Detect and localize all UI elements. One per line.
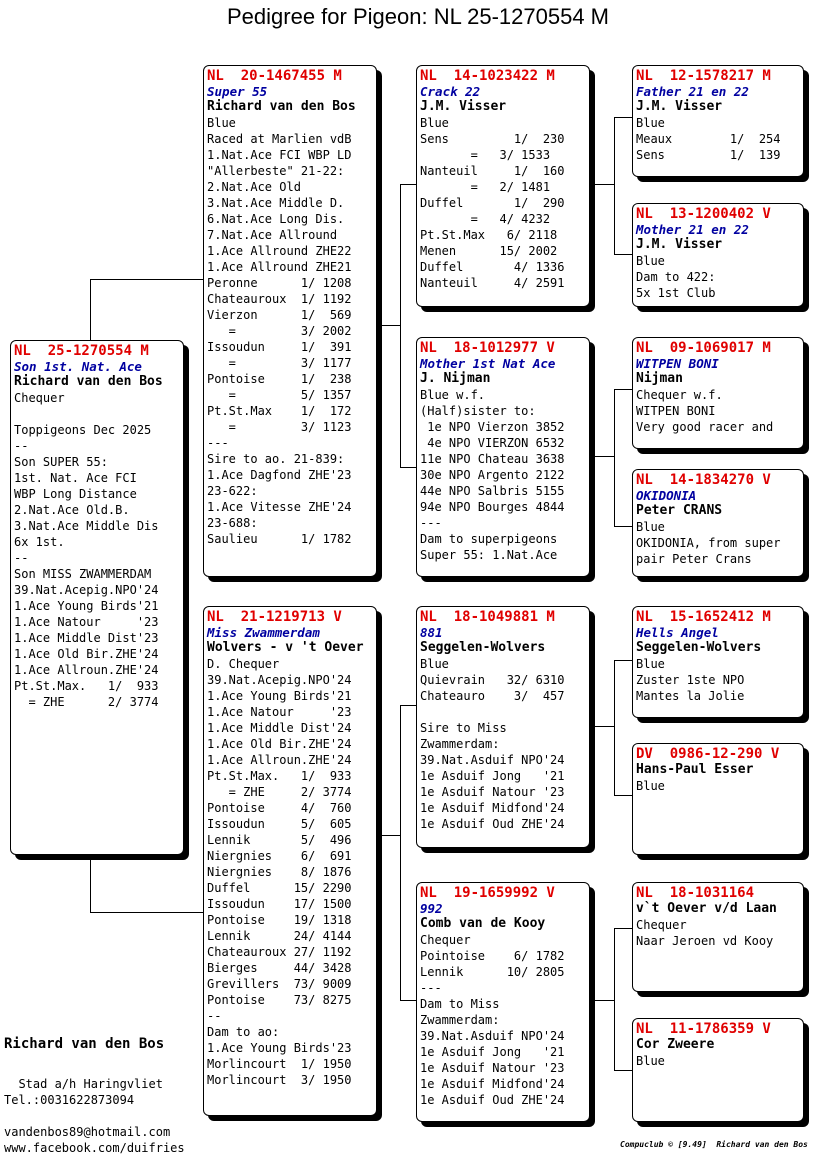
detail-line: Zuster 1ste NPO xyxy=(636,673,745,687)
card-details xyxy=(636,253,803,301)
detail-line: Chequer xyxy=(636,918,687,932)
detail-line: Dam to 422: xyxy=(636,270,716,284)
pedigree-card-mm xyxy=(416,882,590,1122)
detail-line: Naar Jeroen vd Kooy xyxy=(636,934,774,948)
detail-line: Chateauro 3/ 457 xyxy=(420,689,565,703)
nickname: Son 1st. Nat. Ace xyxy=(14,359,142,374)
detail-line: 6x 1st. xyxy=(14,535,65,549)
ring-number: NL 19-1659992 V xyxy=(420,885,555,901)
breeder-website: www.facebook.com/duifries xyxy=(4,1141,185,1155)
connector-line xyxy=(380,835,401,836)
detail-line: -- xyxy=(14,551,29,565)
detail-line: = 3/ 1533 xyxy=(420,148,551,162)
detail-line: Zwammerdam: xyxy=(420,1013,500,1027)
pedigree-card-ff xyxy=(416,65,590,307)
detail-line: Niergnies 8/ 1876 xyxy=(207,865,352,879)
connector-line xyxy=(614,117,615,254)
card-details xyxy=(14,390,183,710)
detail-line: (Half)sister to: xyxy=(420,404,536,418)
detail-line: 1.Ace Old Bir.ZHE'24 xyxy=(207,737,352,751)
detail-line: Blue w.f. xyxy=(420,388,486,402)
connector-line xyxy=(614,389,615,526)
detail-line: Pontoise 73/ 8275 xyxy=(207,993,352,1007)
detail-line: 1.Ace Old Bir.ZHE'24 xyxy=(14,647,159,661)
connector-line xyxy=(400,705,401,1000)
detail-line: = 2/ 1481 xyxy=(420,180,551,194)
owner-name: v`t Oever v/d Laan xyxy=(636,901,777,916)
connector-line xyxy=(400,705,417,706)
detail-line: 1.Ace Allround ZHE22 xyxy=(207,244,352,258)
detail-line: Morlincourt 1/ 1950 xyxy=(207,1057,352,1071)
connector-line xyxy=(592,726,615,727)
ring-number: NL 14-1023422 M xyxy=(420,68,555,84)
detail-line: 5x 1st Club xyxy=(636,286,716,300)
detail-line: Chequer xyxy=(420,933,471,947)
detail-line: Super 55: 1.Nat.Ace xyxy=(420,548,558,562)
detail-line: Grevillers 73/ 9009 xyxy=(207,977,352,991)
detail-line: Son MISS ZWAMMERDAM xyxy=(14,567,152,581)
detail-line: 39.Nat.Asduif NPO'24 xyxy=(420,753,565,767)
detail-line: 2.Nat.Ace Old.B. xyxy=(14,503,130,517)
detail-line: 1.Nat.Ace FCI WBP LD xyxy=(207,148,352,162)
pedigree-card-mfm xyxy=(632,743,804,855)
detail-line xyxy=(14,406,183,422)
detail-line: 1e Asduif Midfond'24 xyxy=(420,801,565,815)
detail-line: Issoudun 5/ 605 xyxy=(207,817,352,831)
connector-line xyxy=(90,279,91,341)
pedigree-card-father xyxy=(203,65,377,577)
detail-line: Bierges 44/ 3428 xyxy=(207,961,352,975)
connector-line xyxy=(592,1000,615,1001)
pedigree-card-mf xyxy=(416,606,590,848)
detail-line: Issoudun 17/ 1500 xyxy=(207,897,352,911)
connector-line xyxy=(614,660,633,661)
detail-line: D. Chequer xyxy=(207,657,280,671)
detail-line: Lennik 5/ 496 xyxy=(207,833,352,847)
detail-line: 1e Asduif Oud ZHE'24 xyxy=(420,1093,565,1107)
detail-line: 30e NPO Argento 2122 xyxy=(420,468,565,482)
page-title: Pedigree for Pigeon: NL 25-1270554 M xyxy=(227,4,609,29)
ring-number: NL 25-1270554 M xyxy=(14,343,149,359)
detail-line: --- xyxy=(420,981,442,995)
owner-name: Nijman xyxy=(636,371,683,386)
detail-line: Mantes la Jolie xyxy=(636,689,745,703)
pedigree-card-mmm xyxy=(632,1018,804,1122)
owner-name: Richard van den Bos xyxy=(14,374,163,389)
detail-line: 1e Asduif Midfond'24 xyxy=(420,1077,565,1091)
connector-line xyxy=(90,912,203,913)
detail-line: Chateauroux 27/ 1192 xyxy=(207,945,352,959)
detail-line: 1.Ace Natour '23 xyxy=(207,705,352,719)
detail-line: 1e Asduif Natour '23 xyxy=(420,1061,565,1075)
pedigree-card-fff xyxy=(632,65,804,177)
card-details xyxy=(420,115,589,291)
nickname: Crack 22 xyxy=(420,84,481,99)
breeder-email: vandenbos89@hotmail.com xyxy=(4,1125,171,1139)
software-credit: Compuclub © [9.49] Richard van den Bos xyxy=(620,1140,808,1149)
ring-number: DV 0986-12-290 V xyxy=(636,746,780,762)
pedigree-card-subject xyxy=(10,340,184,855)
detail-line: Lennik 10/ 2805 xyxy=(420,965,565,979)
detail-line: Pt.St.Max. 1/ 933 xyxy=(207,769,352,783)
connector-line xyxy=(614,928,633,929)
detail-line: Vierzon 1/ 569 xyxy=(207,308,352,322)
detail-line: = 4/ 4232 xyxy=(420,212,551,226)
detail-line: Issoudun 1/ 391 xyxy=(207,340,352,354)
detail-line: 1.Ace Middle Dist'23 xyxy=(14,631,159,645)
card-details xyxy=(636,519,803,567)
detail-line: Sens 1/ 139 xyxy=(636,148,781,162)
detail-line: Blue xyxy=(636,779,665,793)
detail-line: Blue xyxy=(636,1054,665,1068)
detail-line: 6.Nat.Ace Long Dis. xyxy=(207,212,345,226)
detail-line: Meaux 1/ 254 xyxy=(636,132,781,146)
ring-number: NL 20-1467455 M xyxy=(207,68,342,84)
detail-line: 1e Asduif Natour '23 xyxy=(420,785,565,799)
detail-line: Pointoise 6/ 1782 xyxy=(420,949,565,963)
detail-line: Blue xyxy=(636,520,665,534)
detail-line: Dam to ao: xyxy=(207,1025,280,1039)
detail-line: Pontoise 19/ 1318 xyxy=(207,913,352,927)
nickname: Mother 21 en 22 xyxy=(636,222,749,237)
detail-line: 1.Ace Allroun.ZHE'24 xyxy=(14,663,159,677)
card-details xyxy=(636,656,803,704)
ring-number: NL 21-1219713 V xyxy=(207,609,342,625)
connector-line xyxy=(380,325,401,326)
owner-name: Seggelen-Wolvers xyxy=(636,640,762,655)
card-details xyxy=(636,1053,803,1069)
detail-line: Blue xyxy=(636,657,665,671)
connector-line xyxy=(614,660,615,795)
card-details xyxy=(420,656,589,832)
connector-line xyxy=(614,526,633,527)
ring-number: NL 18-1049881 M xyxy=(420,609,555,625)
breeder-phone: Tel.:0031622873094 xyxy=(4,1093,135,1107)
detail-line: = ZHE 2/ 3774 xyxy=(14,695,159,709)
connector-line xyxy=(614,1070,633,1071)
detail-line: 1.Ace Dagfond ZHE'23 xyxy=(207,468,352,482)
detail-line: 39.Nat.Asduif NPO'24 xyxy=(420,1029,565,1043)
nickname: Mother 1st Nat Ace xyxy=(420,356,556,371)
ring-number: NL 15-1652412 M xyxy=(636,609,771,625)
detail-line: 4e NPO VIERZON 6532 xyxy=(420,436,565,450)
detail-line: 44e NPO Salbris 5155 xyxy=(420,484,565,498)
detail-line: 3.Nat.Ace Middle D. xyxy=(207,196,345,210)
detail-line: = ZHE 2/ 3774 xyxy=(207,785,352,799)
detail-line: 39.Nat.Acepig.NPO'24 xyxy=(14,583,159,597)
detail-line: Duffel 15/ 2290 xyxy=(207,881,352,895)
connector-line xyxy=(614,254,633,255)
detail-line: = 3/ 1123 xyxy=(207,420,352,434)
nickname: WITPEN BONI xyxy=(636,356,719,371)
detail-line: 23-688: xyxy=(207,516,258,530)
owner-name: Wolvers - v 't Oever xyxy=(207,640,364,655)
card-details xyxy=(636,778,803,794)
connector-line xyxy=(400,184,417,185)
detail-line: Nanteuil 4/ 2591 xyxy=(420,276,565,290)
detail-line: 2.Nat.Ace Old xyxy=(207,180,301,194)
card-details xyxy=(420,387,589,563)
ring-number: NL 18-1031164 xyxy=(636,885,755,901)
owner-name: J.M. Visser xyxy=(420,99,507,114)
detail-line: Chequer xyxy=(14,391,65,405)
detail-line: Lennik 24/ 4144 xyxy=(207,929,352,943)
pedigree-card-fm xyxy=(416,337,590,577)
detail-line: pair Peter Crans xyxy=(636,552,752,566)
ring-number: NL 09-1069017 M xyxy=(636,340,771,356)
card-details xyxy=(636,387,803,435)
detail-line: 1.Ace Natour '23 xyxy=(14,615,159,629)
detail-line: Toppigeons Dec 2025 xyxy=(14,423,152,437)
detail-line: 1.Ace Young Birds'23 xyxy=(207,1041,352,1055)
nickname: Super 55 xyxy=(207,84,268,99)
connector-line xyxy=(400,1000,417,1001)
detail-line: = 3/ 1177 xyxy=(207,356,352,370)
connector-line xyxy=(614,389,633,390)
detail-line: "Allerbeste" 21-22: xyxy=(207,164,345,178)
detail-line: Sire to ao. 21-839: xyxy=(207,452,345,466)
detail-line: 1st. Nat. Ace FCI xyxy=(14,471,137,485)
owner-name: Peter CRANS xyxy=(636,503,723,518)
detail-line: Blue xyxy=(636,116,665,130)
breeder-name: Richard van den Bos xyxy=(4,1036,165,1052)
detail-line: = 5/ 1357 xyxy=(207,388,352,402)
connector-line xyxy=(90,279,203,280)
pedigree-card-fmm xyxy=(632,469,804,577)
detail-line: 1.Ace Allroun.ZHE'24 xyxy=(207,753,352,767)
detail-line: Dam to Miss xyxy=(420,997,500,1011)
detail-line: Pontoise 4/ 760 xyxy=(207,801,352,815)
card-details xyxy=(420,932,589,1108)
connector-line xyxy=(592,184,615,185)
nickname: Hells Angel xyxy=(636,625,719,640)
connector-line xyxy=(614,795,633,796)
detail-line: 7.Nat.Ace Allround xyxy=(207,228,338,242)
owner-name: Richard van den Bos xyxy=(207,99,356,114)
detail-line: OKIDONIA, from super xyxy=(636,536,781,550)
detail-line: Sire to Miss xyxy=(420,721,507,735)
detail-line: Pt.St.Max. 1/ 933 xyxy=(14,679,159,693)
detail-line: -- xyxy=(207,1009,222,1023)
detail-line: Peronne 1/ 1208 xyxy=(207,276,352,290)
detail-line: 1.Ace Young Birds'21 xyxy=(14,599,159,613)
detail-line: --- xyxy=(207,436,229,450)
connector-line xyxy=(90,855,91,912)
pedigree-card-fmf xyxy=(632,337,804,449)
detail-line: Blue xyxy=(420,657,449,671)
pedigree-card-mother xyxy=(203,606,377,1116)
detail-line: Pt.St.Max 6/ 2118 xyxy=(420,228,558,242)
detail-line: Quievrain 32/ 6310 xyxy=(420,673,565,687)
detail-line: Chateauroux 1/ 1192 xyxy=(207,292,352,306)
detail-line: Son SUPER 55: xyxy=(14,455,108,469)
detail-line: 23-622: xyxy=(207,484,258,498)
owner-name: J. Nijman xyxy=(420,371,491,386)
nickname: 992 xyxy=(420,901,443,916)
card-details xyxy=(636,115,803,163)
detail-line: Morlincourt 3/ 1950 xyxy=(207,1073,352,1087)
ring-number: NL 13-1200402 V xyxy=(636,206,771,222)
detail-line: Duffel 4/ 1336 xyxy=(420,260,565,274)
detail-line: Raced at Marlien vdB xyxy=(207,132,352,146)
owner-name: Comb van de Kooy xyxy=(420,916,546,931)
detail-line: 3.Nat.Ace Middle Dis xyxy=(14,519,159,533)
detail-line: WBP Long Distance xyxy=(14,487,137,501)
card-details xyxy=(207,115,376,547)
detail-line: Menen 15/ 2002 xyxy=(420,244,558,258)
owner-name: Seggelen-Wolvers xyxy=(420,640,546,655)
owner-name: Cor Zweere xyxy=(636,1037,715,1052)
detail-line: Saulieu 1/ 1782 xyxy=(207,532,352,546)
detail-line: 1.Ace Middle Dist'24 xyxy=(207,721,352,735)
detail-line xyxy=(420,704,589,720)
detail-line: Blue xyxy=(636,254,665,268)
detail-line: Very good racer and xyxy=(636,420,774,434)
ring-number: NL 14-1834270 V xyxy=(636,472,771,488)
detail-line: 1e Asduif Jong '21 xyxy=(420,769,565,783)
ring-number: NL 18-1012977 V xyxy=(420,340,555,356)
detail-line: 1.Ace Vitesse ZHE'24 xyxy=(207,500,352,514)
detail-line: -- xyxy=(14,439,29,453)
ring-number: NL 11-1786359 V xyxy=(636,1021,771,1037)
owner-name: J.M. Visser xyxy=(636,99,723,114)
detail-line: 1e Asduif Jong '21 xyxy=(420,1045,565,1059)
detail-line: Nanteuil 1/ 160 xyxy=(420,164,565,178)
card-details xyxy=(636,917,803,949)
connector-line xyxy=(400,184,401,467)
nickname: 881 xyxy=(420,625,443,640)
detail-line: = 3/ 2002 xyxy=(207,324,352,338)
detail-line: Pontoise 1/ 238 xyxy=(207,372,352,386)
owner-name: Hans-Paul Esser xyxy=(636,762,754,777)
detail-line: 94e NPO Bourges 4844 xyxy=(420,500,565,514)
detail-line: Sens 1/ 230 xyxy=(420,132,565,146)
pedigree-card-mmf xyxy=(632,882,804,992)
detail-line: Blue xyxy=(207,116,236,130)
detail-line: Blue xyxy=(420,116,449,130)
detail-line: 1e Asduif Oud ZHE'24 xyxy=(420,817,565,831)
detail-line: 1e NPO Vierzon 3852 xyxy=(420,420,565,434)
nickname: OKIDONIA xyxy=(636,488,697,503)
connector-line xyxy=(614,928,615,1070)
nickname: Miss Zwammerdam xyxy=(207,625,320,640)
connector-line xyxy=(400,467,417,468)
detail-line: --- xyxy=(420,516,442,530)
detail-line: WITPEN BONI xyxy=(636,404,716,418)
pedigree-card-ffm xyxy=(632,203,804,307)
connector-line xyxy=(614,117,633,118)
nickname: Father 21 en 22 xyxy=(636,84,749,99)
owner-name: J.M. Visser xyxy=(636,237,723,252)
breeder-address: Stad a/h Haringvliet xyxy=(4,1077,163,1091)
detail-line: Niergnies 6/ 691 xyxy=(207,849,352,863)
detail-line: 1.Ace Allround ZHE21 xyxy=(207,260,352,274)
ring-number: NL 12-1578217 M xyxy=(636,68,771,84)
detail-line: 1.Ace Young Birds'21 xyxy=(207,689,352,703)
detail-line: Duffel 1/ 290 xyxy=(420,196,565,210)
connector-line xyxy=(592,456,615,457)
detail-line: 39.Nat.Acepig.NPO'24 xyxy=(207,673,352,687)
detail-line: 11e NPO Chateau 3638 xyxy=(420,452,565,466)
detail-line: Pt.St.Max 1/ 172 xyxy=(207,404,352,418)
detail-line: Zwammerdam: xyxy=(420,737,500,751)
detail-line: Dam to superpigeons xyxy=(420,532,558,546)
detail-line: Chequer w.f. xyxy=(636,388,723,402)
card-details xyxy=(207,656,376,1088)
pedigree-card-mff xyxy=(632,606,804,718)
